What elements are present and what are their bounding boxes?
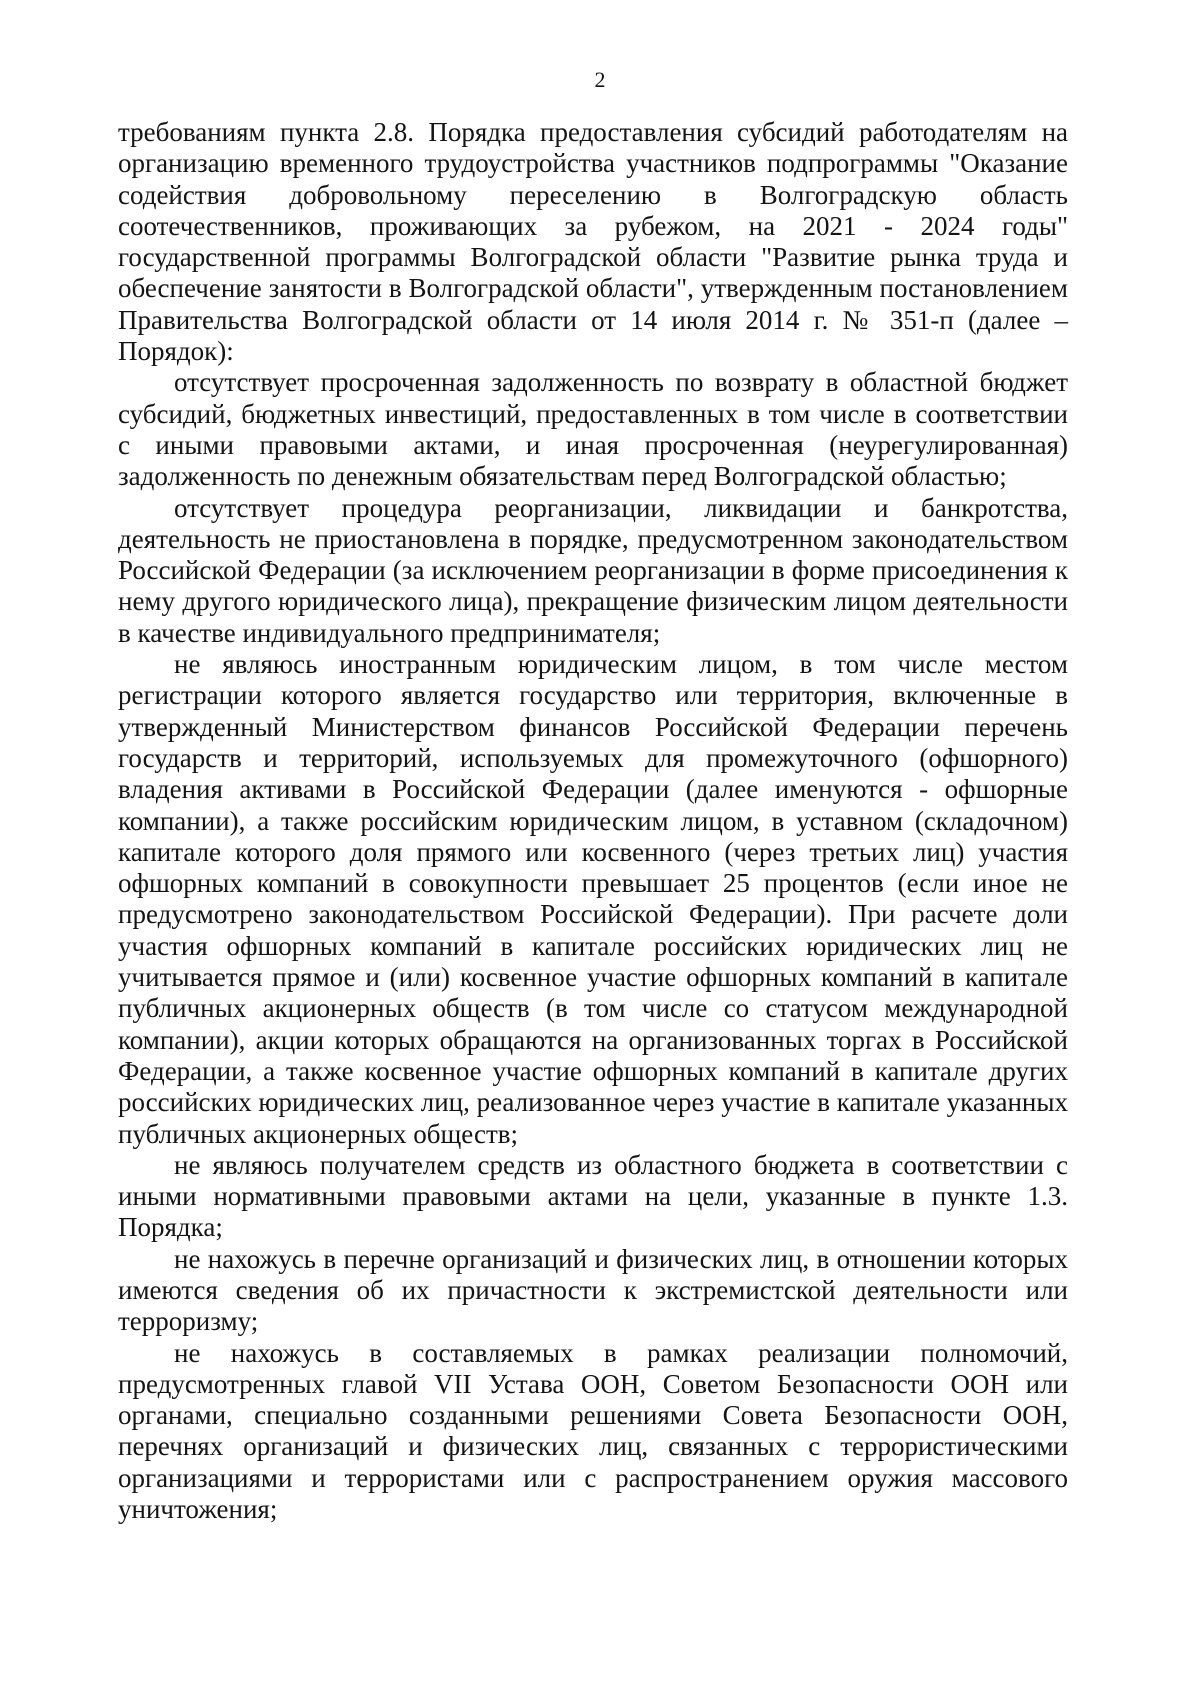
paragraph-not-foreign-entity: не являюсь иностранным юридическим лицом, в том числе местом регистрации которого является государство или территория, включенные в утвержденный Министерством финансов Российской Федерации перечень государств и территорий, используемых для промежуточного (офшорного) владения активами в Российской Федерации (далее именуются - офшорные компании), а также российским юридическим лицом, в уставном (складочном) капитале которого доля прямого или косвенного (через третьих лиц) участия офшорных компаний в совокупности превышает 25 процентов (если иное не предусмотрено законодательством Российской Федерации). При расчете доли участия офшорных компаний в капитале российских юридических лиц не учитывается прямое и (или) косвенное участие офшорных компаний в капитале публичных акционерных обществ (в том числе со статусом международной компании), акции которых обращаются на организованных торгах в Российской Федерации, а также косвенное участие офшорных компаний в капитале других российских юридических лиц, реализованное через участие в капитале указанных публичных акционерных обществ;: [118, 649, 1068, 1149]
paragraph-not-extremist-list: не нахожусь в перечне организаций и физических лиц, в отношении которых имеются сведения об их причастности к экстремистской деятельности или терроризму;: [118, 1243, 1068, 1337]
paragraph-no-reorganization: отсутствует процедура реорганизации, ликвидации и банкротства, деятельность не приостановлена в порядке, предусмотренном законодательством Российской Федерации (за исключением реорганизации в форме присоединения к нему другого юридического лица), прекращение физическим лицом деятельности в качестве индивидуального предпринимателя;: [118, 492, 1068, 648]
paragraph-continuation: требованиям пункта 2.8. Порядка предоставления субсидий работодателям на организацию временного трудоустройства участников подпрограммы "Оказание содействия добровольному переселению в Волгоградскую область соотечественников, проживающих за рубежом, на 2021 - 2024 годы" государственной программы Волгоградской области "Развитие рынка труда и обеспечение занятости в Волгоградской области", утвержденным постановлением Правительства Волгоградской области от 14 июля 2014 г. № 351-п (далее – Порядок):: [118, 117, 1068, 367]
paragraph-not-recipient: не являюсь получателем средств из областного бюджета в соответствии с иными нормативными правовыми актами на цели, указанные в пункте 1.3. Порядка;: [118, 1149, 1068, 1243]
paragraph-not-un-list: не нахожусь в составляемых в рамках реализации полномочий, предусмотренных главой VII Устава ООН, Советом Безопасности ООН или органами, специально созданными решениями Совета Безопасности ООН, перечнях организаций и физических лиц, связанных с террористическими организациями и террористами или с распространением оружия массового уничтожения;: [118, 1337, 1068, 1525]
document-body: [118, 117, 1068, 1525]
page-number: 2: [594, 67, 606, 92]
paragraph-no-overdue-debt: отсутствует просроченная задолженность по возврату в областной бюджет субсидий, бюджетных инвестиций, предоставленных в том числе в соответствии с иными правовыми актами, и иная просроченная (неурегулированная) задолженность по денежным обязательствам перед Волгоградской областью;: [118, 367, 1068, 492]
